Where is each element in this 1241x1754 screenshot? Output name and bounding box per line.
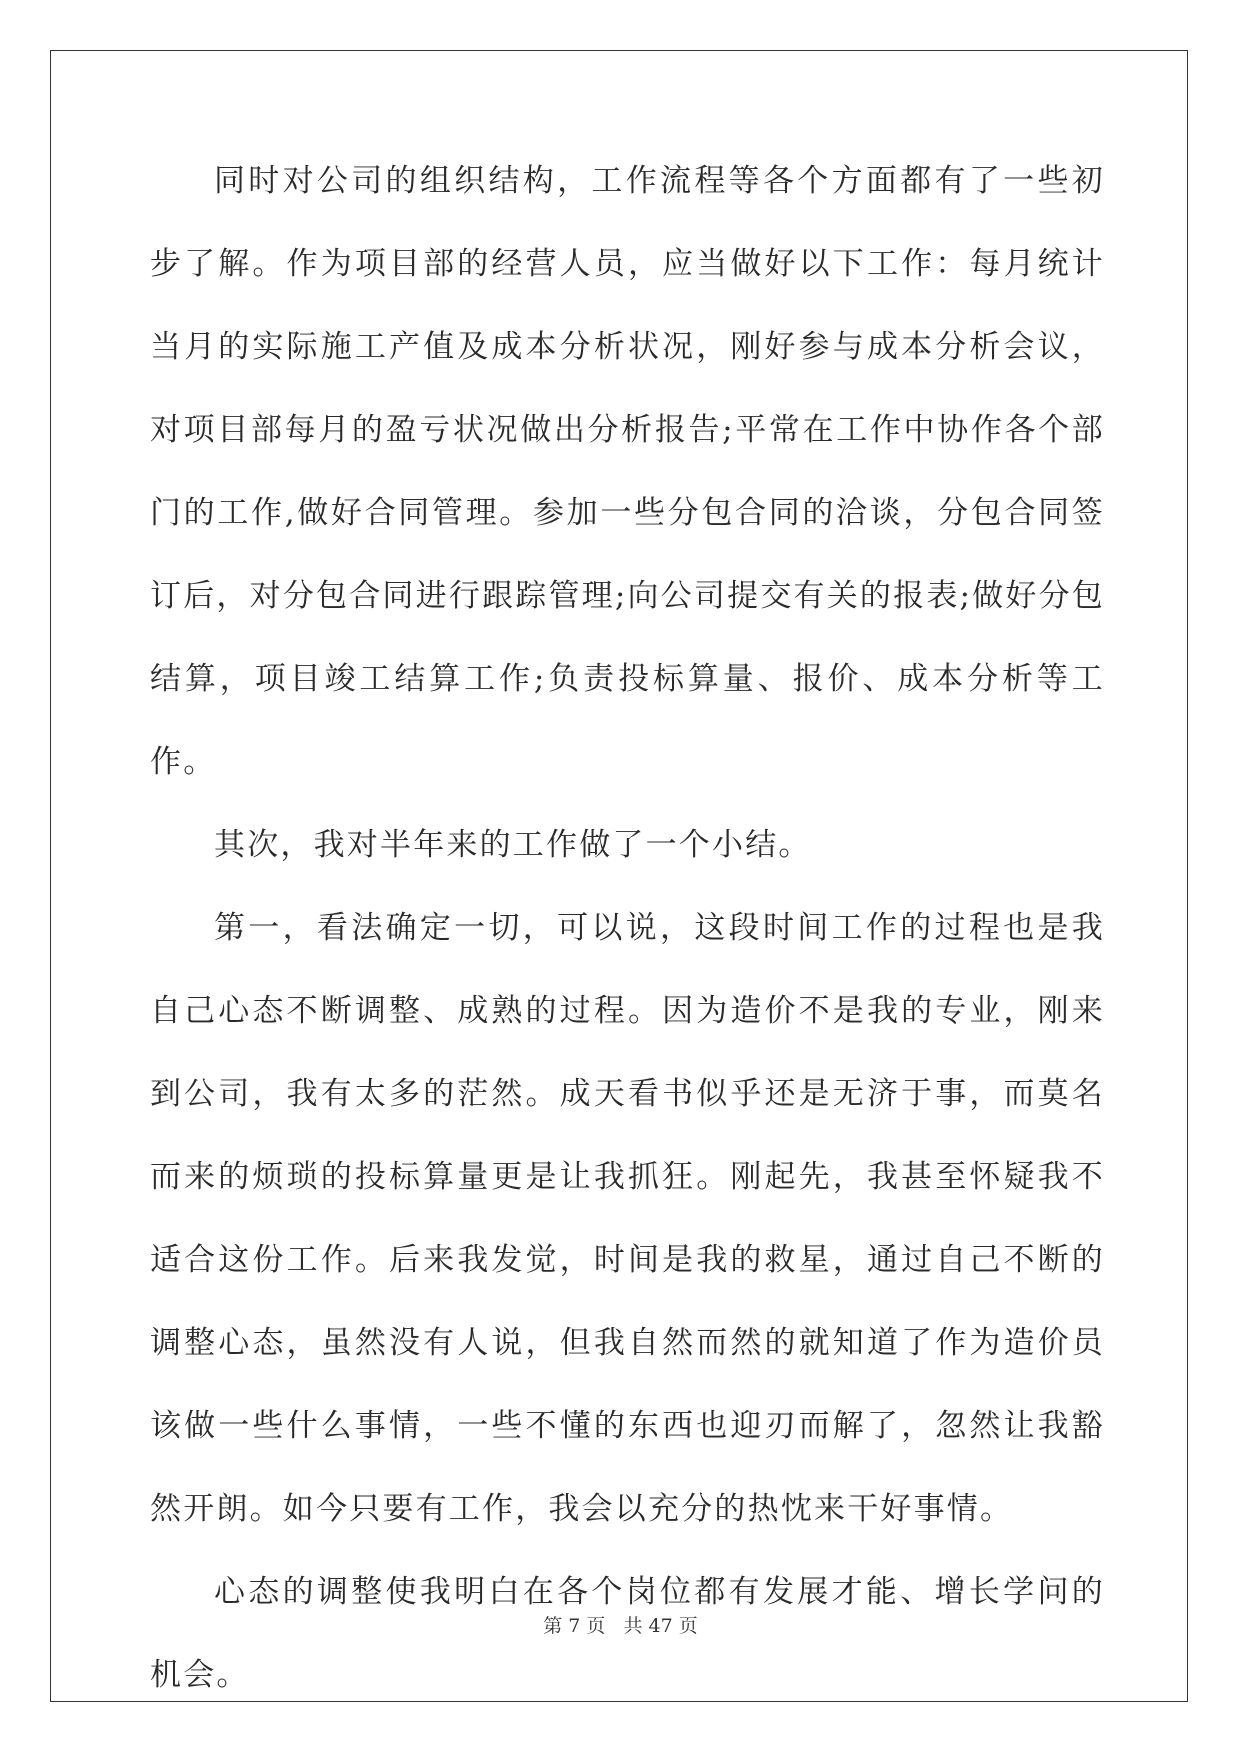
paragraph-4: 心态的调整使我明白在各个岗位都有发展才能、增长学问的机会。 <box>150 1574 1105 1693</box>
page-number: 第 7 页 <box>543 1615 606 1637</box>
page-footer <box>0 1611 1241 1638</box>
paragraph-2: 其次，我对半年来的工作做了一个小结。 <box>214 827 812 863</box>
document-body <box>150 140 1105 1717</box>
paragraph-3: 第一，看法确定一切，可以说，这段时间工作的过程也是我自己心态不断调整、成熟的过程。因为造价不是我的专业，刚来到公司，我有太多的茫然。成天看书似乎还是无济于事，而莫名而来的烦琐的投标算量更是让我抓狂。刚起先，我甚至怀疑我不适合这份工作。后来我发觉，时间是我的救星，通过自己不断的调整心态，虽然没有人说，但我自然而然的就知道了作为造价员该做一些什么事情，一些不懂的东西也迎刃而解了，忽然让我豁然开朗。如今只要有工作，我会以充分的热忱来干好事情。 <box>150 910 1105 1527</box>
paragraph-1: 同时对公司的组织结构，工作流程等各个方面都有了一些初步了解。作为项目部的经营人员，应当做好以下工作：每月统计当月的实际施工产值及成本分析状况，刚好参与成本分析会议，对项目部每月的盈亏状况做出分析报告;平常在工作中协作各个部门的工作,做好合同管理。参加一些分包合同的洽谈，分包合同签订后，对分包合同进行跟踪管理;向公司提交有关的报表;做好分包结算，项目竣工结算工作;负责投标算量、报价、成本分析等工作。 <box>150 163 1105 780</box>
page-total: 共 47 页 <box>623 1615 698 1637</box>
